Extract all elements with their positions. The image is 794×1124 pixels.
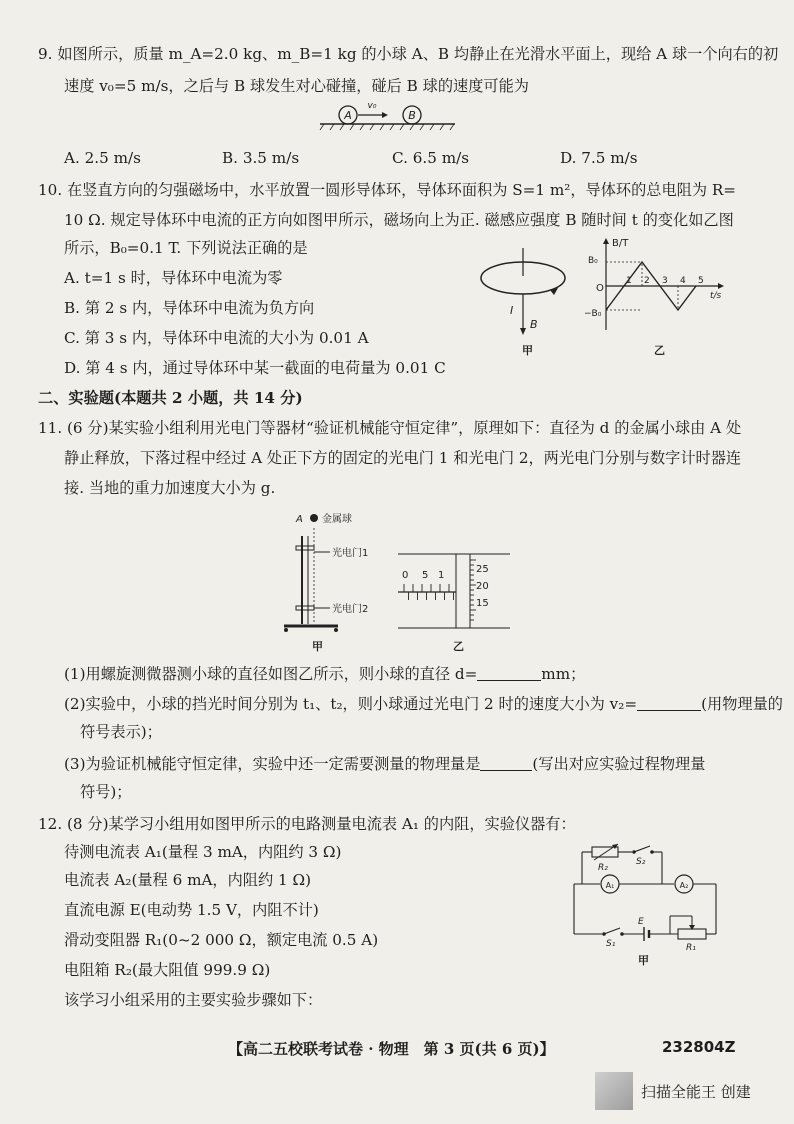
ball-a-label: A [296,514,303,525]
bt-tick-label: 2 [644,276,650,286]
scanner-watermark [595,1072,751,1110]
q11-sub2a-end: (用物理量的 [701,695,783,713]
q12-steps-intro: 该学习小组采用的主要实验步骤如下： [64,991,323,1009]
graph-origin: O [596,283,604,294]
q11-sub3b: 符号)； [80,783,132,801]
thimble-label-25: 25 [476,564,489,575]
a1-label: A₁ [605,881,615,890]
q11-answer-d-blank[interactable] [477,666,541,681]
q9-line1: 9. 如图所示，质量 m_A=2.0 kg、m_B=1 kg 的小球 A、B 均静止在光滑水平面上，现给 A 球一个向右的初 [38,45,779,63]
q11-fig-jia-caption: 甲 [312,640,323,653]
section-2-heading: 二、实验题(本题共 2 小题，共 14 分) [38,389,303,407]
graph-x-label: t/s [710,291,722,301]
q11-sub2a-text: (2)实验中，小球的挡光时间分别为 t₁、t₂，则小球通过光电门 2 时的速度大小为 v₂= [64,695,638,713]
current-label: I [510,304,514,317]
q9-option-a: A. 2.5 m/s [64,149,141,167]
watermark-text: 扫描全能王 创建 [641,1082,751,1101]
q9-option-b: B. 3.5 m/s [222,149,300,167]
graph-b0-pos: B₀ [588,256,598,266]
q10-bt-graph [584,236,730,336]
scale-label-0: 0 [402,570,409,581]
q12-circuit-caption: 甲 [638,954,649,967]
ball-b-label: B [408,109,416,122]
gate1-label: 光电门1 [332,548,369,559]
q12-item-r2: 电阻箱 R₂(最大阻值 999.9 Ω) [64,961,271,979]
q12-circuit-diagram [574,842,724,953]
q11-sub1 [64,664,585,684]
q10-line1: 10. 在竖直方向的匀强磁场中，水平放置一圆形导体环，导体环面积为 S=1 m²，导体环的总电阻为 R= [38,181,737,199]
a2-label: A₂ [679,881,689,890]
ball-a-label: A [344,109,352,122]
q11-sub2b: 符号表示)； [80,723,162,741]
scale-label-5: 5 [422,570,429,581]
q10-option-c: C. 第 3 s 内，导体环中电流的大小为 0.01 A [64,329,369,347]
q10-option-a: A. t=1 s 时，导体环中电流为零 [64,269,283,287]
s2-label: S₂ [636,857,646,867]
q9-line2: 速度 v₀=5 m/s，之后与 B 球发生对心碰撞，碰后 B 球的速度可能为 [64,77,529,95]
q12-item-e: 直流电源 E(电动势 1.5 V，内阻不计) [64,901,319,919]
q12-line1: 12. (8 分)某学习小组用如图甲所示的电路测量电流表 A₁ 的内阻，实验仪器有： [38,815,576,833]
r2-label: R₂ [598,863,608,873]
q11-sub3a-text: (3)为验证机械能守恒定律，实验中还一定需要测量的物理量是 [64,755,481,773]
v0-label: v₀ [367,101,377,111]
q9-collision-figure [320,100,460,134]
r2-box [592,847,618,857]
q11-micrometer-figure [398,552,510,632]
q11-sub3a [64,754,705,774]
q10-fig-yi-caption: 乙 [654,344,665,357]
r1-box [678,929,706,939]
q12-item-a2: 电流表 A₂(量程 6 mA，内阻约 1 Ω) [64,871,312,889]
q11-fig-yi-caption: 乙 [453,640,464,653]
thimble-label-20: 20 [476,581,489,592]
q10-line3: 所示，B₀=0.1 T. 下列说法正确的是 [64,239,308,257]
q11-sub3a-end: (写出对应实验过程物理量 [532,755,706,773]
metal-ball-text: 金属球 [322,514,352,525]
q10-option-b: B. 第 2 s 内，导体环中电流为负方向 [64,299,315,317]
q11-line1: 11. (6 分)某实验小组利用光电门等器材“验证机械能守恒定律”，原理如下：直径为 d 的金属小球由 A 处 [38,419,742,437]
metal-ball [310,514,318,522]
graph-b0-neg: −B₀ [584,309,602,319]
q12-item-a1: 待测电流表 A₁(量程 3 mA，内阻约 3 Ω) [64,843,342,861]
gate2-label: 光电门2 [332,604,369,615]
q10-option-d: D. 第 4 s 内，通过导体环中某一截面的电荷量为 0.01 C [64,359,446,377]
graph-y-label: B/T [612,238,629,249]
q10-fig-jia-caption: 甲 [522,344,533,357]
page-footer: 【高二五校联考试卷 · 物理 第 3 页(共 6 页)】 [228,1040,555,1058]
q9-option-d: D. 7.5 m/s [560,149,638,167]
e-label: E [638,917,644,927]
bt-tick-label: 1 [626,276,632,286]
bt-tick-label: 3 [662,276,668,286]
q11-sub1-text: (1)用螺旋测微器测小球的直径如图乙所示，则小球的直径 d= [64,665,478,683]
q12-item-r1: 滑动变阻器 R₁(0~2 000 Ω，额定电流 0.5 A) [64,931,379,949]
q11-sub2a [64,694,783,714]
scale-label-1: 1 [438,570,445,581]
scanner-logo-icon [595,1072,633,1110]
q10-line2: 10 Ω. 规定导体环中电流的正方向如图甲所示，磁场向上为正. 磁感应强度 B 随时间 t 的变化如乙图 [64,211,734,229]
bt-tick-label: 4 [680,276,686,286]
bt-tick-label: 5 [698,276,704,286]
q11-answer-v2-blank[interactable] [637,696,701,711]
thimble-label-15: 15 [476,598,489,609]
field-label: B [530,318,538,331]
q11-stand-figure [276,506,396,636]
q11-sub1-unit: mm； [541,665,586,683]
r1-label: R₁ [686,943,696,953]
exam-code: 232804Z [662,1038,736,1056]
q11-answer-quantity-blank[interactable] [480,756,532,771]
q11-line3: 接. 当地的重力加速度大小为 g. [64,479,276,497]
s1-label: S₁ [606,939,616,949]
q9-option-c: C. 6.5 m/s [392,149,470,167]
q11-line2: 静止释放，下落过程中经过 A 处正下方的固定的光电门 1 和光电门 2，两光电门分别与数字计时器连 [64,449,742,467]
